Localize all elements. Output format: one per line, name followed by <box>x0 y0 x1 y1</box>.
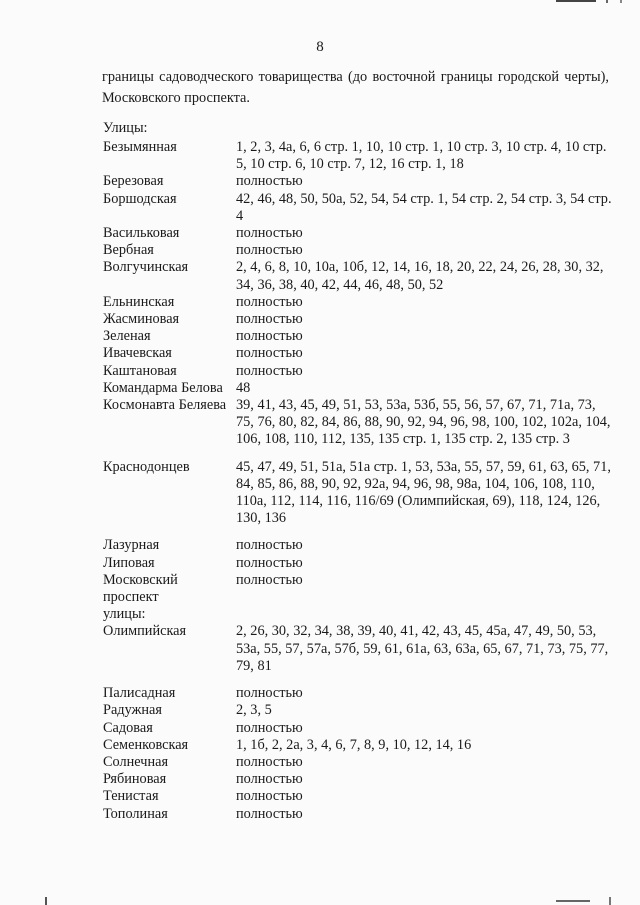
street-row <box>103 555 613 572</box>
street-houses: полностью <box>236 753 303 770</box>
scan-artifact <box>620 0 622 3</box>
street-houses: полностью <box>236 362 303 379</box>
street-houses: 42, 46, 48, 50, 50а, 52, 54, 54 стр. 1, 54 стр. 2, 54 стр. 3, 54 стр. 4 <box>236 190 612 224</box>
street-name: Радужная <box>103 702 162 719</box>
street-name: Вербная <box>103 242 154 259</box>
street-houses: полностью <box>236 719 303 736</box>
street-name: Палисадная <box>103 685 176 702</box>
street-row <box>103 363 613 380</box>
spacer <box>103 675 613 685</box>
street-row <box>103 345 613 362</box>
street-row <box>103 537 613 554</box>
street-name: улицы: <box>103 606 146 623</box>
street-row <box>103 380 613 397</box>
street-name: Ельнинская <box>103 293 175 310</box>
street-houses: 1, 2, 3, 4а, 6, 6 стр. 1, 10, 10 стр. 1, 10 стр. 3, 10 стр. 4, 10 стр. 5, 10 стр. 6, 10 стр. 7, 12, 16 стр. 1, 18 <box>236 139 607 173</box>
section-label: Улицы: <box>103 120 148 136</box>
street-row <box>103 771 613 788</box>
street-name: Ивачевская <box>103 345 172 362</box>
street-row <box>103 459 613 528</box>
street-houses: полностью <box>236 537 303 554</box>
street-name: Жасминовая <box>103 311 180 328</box>
street-row <box>103 242 613 259</box>
street-name: Тополиная <box>103 805 168 822</box>
street-name: Краснодонцев <box>103 458 190 475</box>
spacer <box>103 449 613 459</box>
scan-artifact <box>609 897 611 905</box>
street-row <box>103 328 613 345</box>
street-houses: полностью <box>236 685 303 702</box>
street-name: Рябиновая <box>103 771 167 788</box>
street-name: Семенковская <box>103 736 189 753</box>
street-row <box>103 294 613 311</box>
street-name: Московский проспект <box>103 571 178 606</box>
street-name: Васильковая <box>103 225 180 242</box>
street-name: Волгучинская <box>103 259 189 276</box>
street-name: Безымянная <box>103 139 177 155</box>
street-row <box>103 702 613 719</box>
street-houses: полностью <box>236 788 303 805</box>
street-row <box>103 606 613 623</box>
street-row <box>103 685 613 702</box>
street-name: Космонавта Беляева <box>103 397 227 414</box>
street-houses: полностью <box>236 328 303 345</box>
street-name: Лазурная <box>103 537 160 554</box>
scan-artifact <box>606 0 608 3</box>
street-row <box>103 572 613 606</box>
street-row <box>103 806 613 823</box>
street-houses: полностью <box>236 571 303 588</box>
street-houses: полностью <box>236 345 303 362</box>
street-houses <box>236 606 613 623</box>
street-name: Липовая <box>103 554 155 571</box>
street-row <box>103 173 613 190</box>
street-name: Боршодская <box>103 190 177 207</box>
spacer <box>103 527 613 537</box>
street-row <box>103 397 613 449</box>
intro-paragraph: границы садоводческого товарищества (до восточной границы городской черты), Московского проспекта. <box>102 69 609 106</box>
street-list <box>103 139 613 823</box>
street-row <box>103 623 613 675</box>
scan-artifact <box>556 900 590 902</box>
street-houses: полностью <box>236 311 303 328</box>
street-row <box>103 225 613 242</box>
street-row <box>103 311 613 328</box>
street-name: Каштановая <box>103 362 177 379</box>
street-houses: полностью <box>236 173 303 190</box>
street-name: Командарма Белова <box>103 379 223 396</box>
street-name: Зеленая <box>103 328 151 345</box>
street-row <box>103 737 613 754</box>
street-houses: полностью <box>236 242 303 259</box>
street-name: Садовая <box>103 719 153 736</box>
street-houses: 2, 4, 6, 8, 10, 10а, 10б, 12, 14, 16, 18, 20, 22, 24, 26, 28, 30, 32, 34, 36, 38, 40, 42, 44, 46, 48, 50, 52 <box>236 259 604 293</box>
street-name: Солнечная <box>103 753 169 770</box>
street-name: Олимпийская <box>103 623 187 640</box>
street-houses: полностью <box>236 225 303 242</box>
street-row <box>103 259 613 293</box>
scan-artifact <box>556 0 596 2</box>
street-houses: 48 <box>236 379 251 396</box>
street-houses: полностью <box>236 771 303 788</box>
street-houses: 2, 26, 30, 32, 34, 38, 39, 40, 41, 42, 43, 45, 45а, 47, 49, 50, 53, 53а, 55, 57, 57а, 57б, 59, 61, 61а, 63, 63а, 65, 67, 71, 73, 75, 77, 79, 81 <box>236 623 609 674</box>
street-row <box>103 720 613 737</box>
street-houses: полностью <box>236 805 303 822</box>
street-name: Березовая <box>103 173 164 190</box>
street-row <box>103 191 613 225</box>
scan-artifact <box>45 897 47 905</box>
street-houses: 2, 3, 5 <box>236 702 272 719</box>
street-houses: 39, 41, 43, 45, 49, 51, 53, 53а, 53б, 55, 56, 57, 67, 71, 71а, 73, 75, 76, 80, 82, 84, 86, 88, 90, 92, 94, 96, 98, 100, 102, 102а, 104, 106, 108, 110, 112, 135, 135 стр. 1, 135 стр. 2, 135 стр. 3 <box>236 397 611 448</box>
street-houses: 45, 47, 49, 51, 51а, 51а стр. 1, 53, 53а, 55, 57, 59, 61, 63, 65, 71, 84, 85, 86, 88, 90, 92, 92а, 94, 96, 98, 98а, 104, 106, 108, 110, 110а, 112, 114, 116, 116/69 (Олимпийская, 69), 118, 124, 126, 130, 136 <box>236 458 611 527</box>
street-houses: полностью <box>236 293 303 310</box>
street-houses: 1, 1б, 2, 2а, 3, 4, 6, 7, 8, 9, 10, 12, 14, 16 <box>236 736 472 753</box>
street-row <box>103 754 613 771</box>
street-row <box>103 788 613 805</box>
street-row <box>103 139 613 173</box>
street-houses: полностью <box>236 554 303 571</box>
page-number: 8 <box>316 39 324 55</box>
street-name: Тенистая <box>103 788 159 805</box>
